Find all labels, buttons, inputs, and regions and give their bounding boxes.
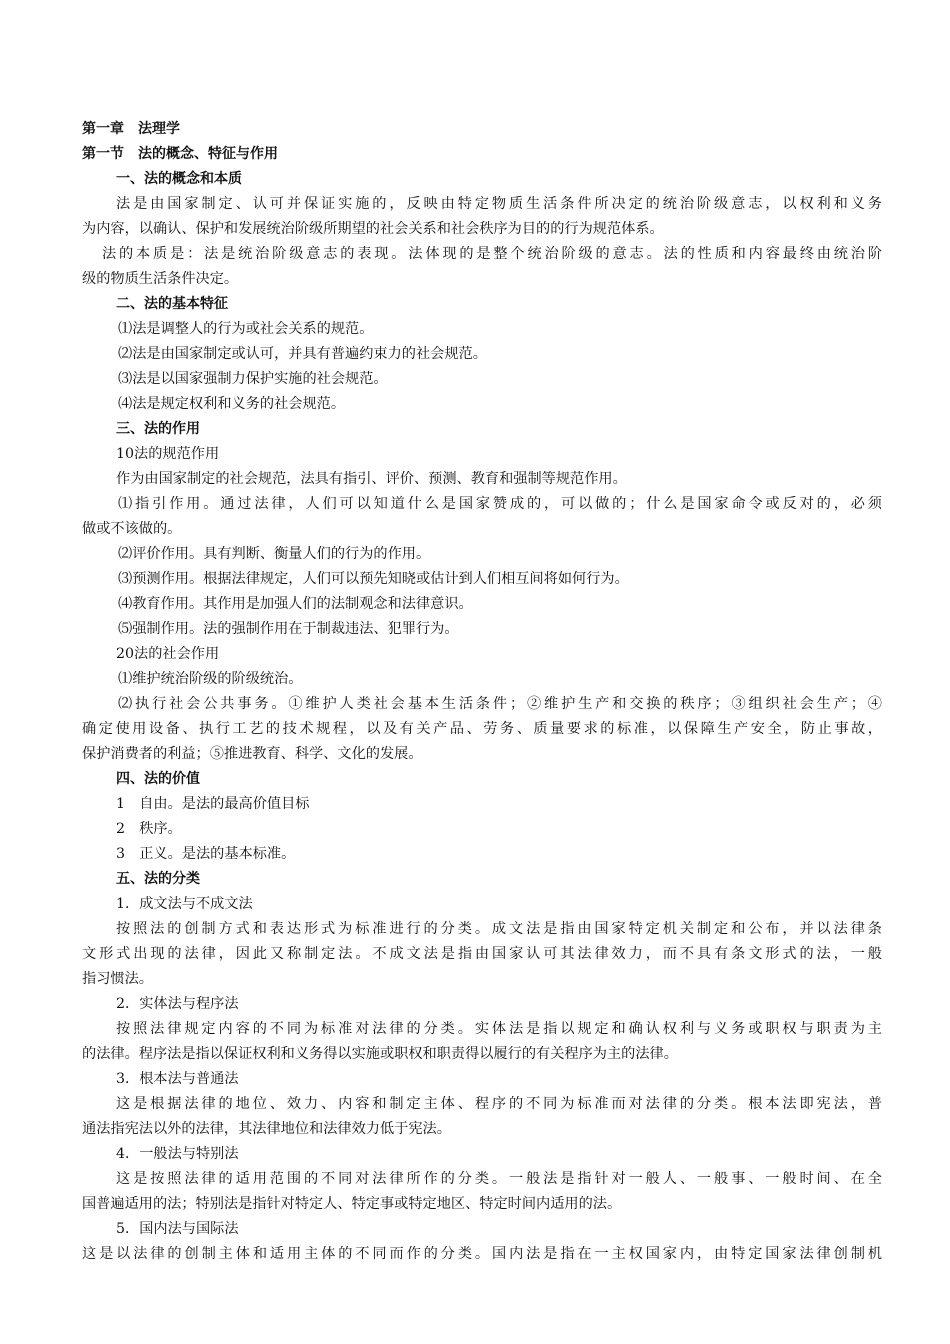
subsection-heading: 一、法的概念和本质 (116, 171, 242, 187)
text-line: 这是以法律的创制主体和适用主体的不同而作的分类。国内法是指在一主权国家内，由特定国家法律创制机 (82, 1246, 882, 1262)
subsection-heading: 三、法的作用 (116, 421, 200, 437)
text-line: 法的本质是：法是统治阶级意志的表现。法体现的是整个统治阶级的意志。法的性质和内容最终由统治阶 (102, 246, 882, 262)
subsection-heading: 二、法的基本特征 (116, 296, 228, 312)
text-line: 这是按照法律的适用范围的不同对法律所作的分类。一般法是指针对一般人、一般事、一般时间、在全 (116, 1171, 882, 1187)
text-line: 按照法律规定内容的不同为标准对法律的分类。实体法是指以规定和确认权利与义务或职权与职责为主 (116, 1021, 882, 1037)
text-line: ⑸强制作用。法的强制作用在于制裁违法、犯罪行为。 (118, 621, 459, 637)
text-line: ⑶法是以国家强制力保护实施的社会规范。 (118, 371, 388, 387)
text-line: 1 自由。是法的最高价值目标 (116, 796, 310, 812)
section-title: 第一节 法的概念、特征与作用 (82, 146, 278, 162)
text-line: ⑵法是由国家制定或认可，并具有普遍约束力的社会规范。 (118, 346, 487, 362)
text-line: 做或不该做的。 (82, 521, 182, 537)
text-line: 3 正义。是法的基本标准。 (116, 846, 296, 862)
text-line: ⑵执行社会公共事务。①维护人类社会基本生活条件；②维护生产和交换的秩序；③组织社会生产；④ (118, 696, 882, 712)
text-line: 按照法的创制方式和表达形式为标准进行的分类。成文法是指由国家特定机关制定和公布，并以法律条 (116, 921, 882, 937)
text-line: 这是根据法律的地位、效力、内容和制定主体、程序的不同为标准而对法律的分类。根本法即宪法，普 (116, 1096, 882, 1112)
text-line: 保护消费者的利益；⑤推进教育、科学、文化的发展。 (82, 746, 423, 762)
text-line: 作为由国家制定的社会规范，法具有指引、评价、预测、教育和强制等规范作用。 (116, 471, 627, 487)
text-line: 3．根本法与普通法 (116, 1071, 239, 1087)
text-line: 2．实体法与程序法 (116, 996, 239, 1012)
text-line: 法是由国家制定、认可并保证实施的，反映由特定物质生活条件所决定的统治阶级意志，以权利和义务 (116, 196, 882, 212)
text-line: ⑷教育作用。其作用是加强人们的法制观念和法律意识。 (118, 596, 473, 612)
text-line: 级的物质生活条件决定。 (82, 271, 239, 287)
text-line: 20法的社会作用 (116, 646, 220, 662)
text-line: 国普遍适用的法；特别法是指针对特定人、特定事或特定地区、特定时间内适用的法。 (82, 1196, 622, 1212)
text-line: ⑶预测作用。根据法律规定，人们可以预先知晓或估计到人们相互间将如何行为。 (118, 571, 629, 587)
text-line: ⑴法是调整人的行为或社会关系的规范。 (118, 321, 374, 337)
text-line: 为内容，以确认、保护和发展统治阶级所期望的社会关系和社会秩序为目的的行为规范体系。 (82, 221, 664, 237)
text-line: 5．国内法与国际法 (116, 1221, 239, 1237)
subsection-heading: 五、法的分类 (116, 871, 200, 887)
text-line: 2 秩序。 (116, 821, 182, 837)
text-line: 通法指宪法以外的法律，其法律地位和法律效力低于宪法。 (82, 1121, 451, 1137)
text-line: 1．成文法与不成文法 (116, 896, 253, 912)
chapter-title: 第一章 法理学 (82, 121, 180, 137)
text-line: ⑵评价作用。具有判断、衡量人们的行为的作用。 (118, 546, 431, 562)
text-line: ⑴指引作用。通过法律，人们可以知道什么是国家赞成的，可以做的；什么是国家命令或反对的，必须 (118, 496, 882, 512)
paragraph-lines (82, 167, 882, 1267)
text-line: 4．一般法与特别法 (116, 1146, 239, 1162)
document-body (82, 117, 882, 1267)
text-line: 的法律。程序法是指以保证权利和义务得以实施或职权和职责得以履行的有关程序为主的法律。 (82, 1046, 678, 1062)
subsection-heading: 四、法的价值 (116, 771, 200, 787)
text-line: 文形式出现的法律，因此又称制定法。不成文法是指由国家认可其法律效力，而不具有条文形式的法，一般 (82, 946, 882, 962)
text-line: ⑷法是规定权利和义务的社会规范。 (118, 396, 346, 412)
text-line: 确定使用设备、执行工艺的技术规程，以及有关产品、劳务、质量要求的标准，以保障生产安全，防止事故， (82, 721, 882, 737)
text-line: 指习惯法。 (82, 971, 153, 987)
text-line: 10法的规范作用 (116, 446, 220, 462)
text-line: ⑴维护统治阶级的阶级统治。 (118, 671, 303, 687)
